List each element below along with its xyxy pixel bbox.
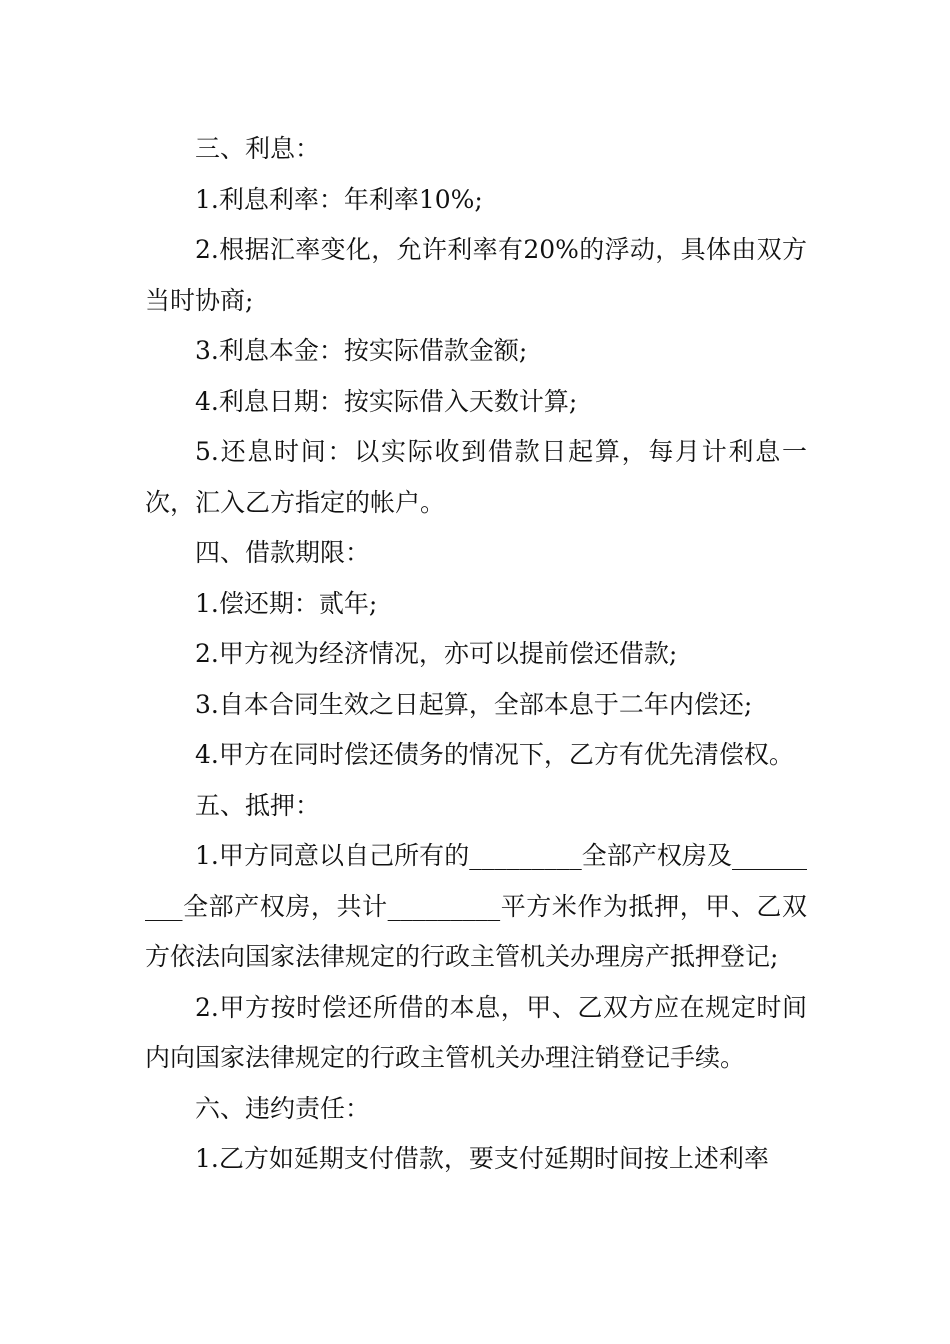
clause-repayment-period: 1.偿还期：贰年; <box>195 588 378 618</box>
clause-priority-right: 4.甲方在同时偿还债务的情况下，乙方有优先清偿权。 <box>195 740 794 769</box>
clause-interest-payment-time: 5.还息时间：以实际收到借款日起算，每月计利息一次，汇入乙方指定的帐户。 <box>145 437 807 517</box>
document-body <box>145 124 807 1185</box>
section-heading-interest: 三、利息： <box>195 134 321 163</box>
section-heading-loan-term: 四、借款期限： <box>195 538 371 567</box>
clause-interest-date: 4.利息日期：按实际借入天数计算; <box>195 386 578 416</box>
clause-rate-float: 2.根据汇率变化，允许利率有20%的浮动，具体由双方当时协商; <box>145 235 807 315</box>
clause-early-repayment: 2.甲方视为经济情况，亦可以提前偿还借款; <box>195 639 678 668</box>
clause-mortgage-cancellation: 2.甲方按时偿还所借的本息，甲、乙双方应在规定时间内向国家法律规定的行政主管机关办理注销登记手续。 <box>145 992 807 1072</box>
clause-mortgage-property: 1.甲方同意以自己所有的_________全部产权房及_________全部产权房，共计_________平方米作为抵押，甲、乙双方依法向国家法律规定的行政主管机关办理房产抵押登记; <box>145 841 807 971</box>
clause-interest-rate: 1.利息利率：年利率10%; <box>195 184 483 214</box>
clause-repayment-deadline: 3.自本合同生效之日起算，全部本息于二年内偿还; <box>195 689 753 719</box>
clause-late-payment: 1.乙方如延期支付借款，要支付延期时间按上述利率 <box>195 1144 769 1173</box>
clause-interest-principal: 3.利息本金：按实际借款金额; <box>195 336 528 365</box>
section-heading-mortgage: 五、抵押： <box>195 790 321 820</box>
section-heading-liability: 六、违约责任： <box>195 1093 371 1123</box>
